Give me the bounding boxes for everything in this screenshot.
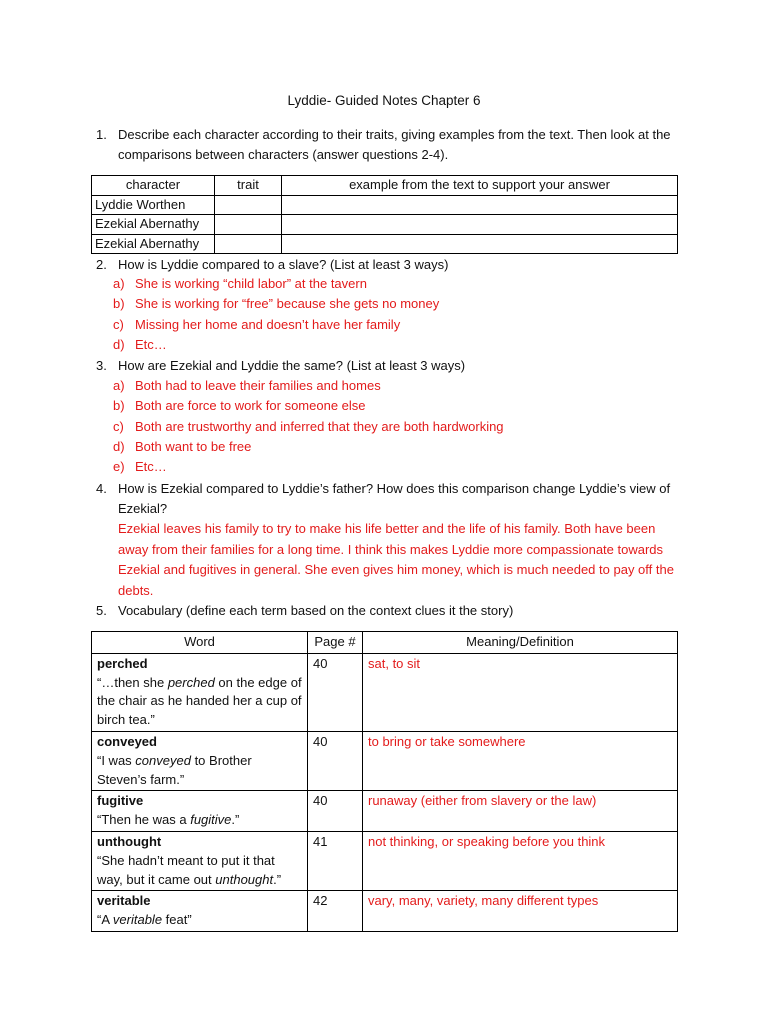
answer-letter: d) xyxy=(113,438,125,454)
answer-letter: a) xyxy=(113,378,125,393)
trait-cell xyxy=(215,195,282,215)
answer-paragraph-4: Ezekial leaves his family to try to make his life better and the life of his family. Both have been away from their families for a long time. I think this makes Lyddie more compassionate towards Ezekial and fugitives in general. She even gives him money, which is much needed to pay off the debts. xyxy=(118,521,674,598)
vocab-word: conveyed xyxy=(97,733,157,749)
question-text: Describe each character according to their traits, giving examples from the text. Then look at the comparisons between characters (answer questions 2-4). xyxy=(118,127,671,162)
quote-emphasis: fugitive xyxy=(190,812,232,828)
header-page: Page # xyxy=(308,632,363,654)
page-cell: 40 xyxy=(308,791,363,832)
answer-text: She is working “child labor” at the tavern xyxy=(135,276,367,291)
vocab-quote xyxy=(97,674,302,730)
vocab-word: perched xyxy=(97,655,148,671)
page-cell: 42 xyxy=(308,891,363,932)
answer-letter: b) xyxy=(113,398,125,414)
answer-letter: c) xyxy=(113,316,124,332)
list-item xyxy=(113,335,683,355)
quote-emphasis: veritable xyxy=(112,912,163,928)
vocab-word: veritable xyxy=(97,893,151,909)
list-item xyxy=(113,417,683,437)
page-cell: 40 xyxy=(308,653,363,731)
answer-letter: d) xyxy=(113,336,125,352)
question-text: Vocabulary (define each term based on the context clues it the story) xyxy=(118,603,514,618)
trait-cell xyxy=(215,215,282,235)
question-number: 4. xyxy=(96,481,107,496)
table-row xyxy=(92,653,678,731)
answer-letter: e) xyxy=(113,459,125,475)
quote-emphasis: perched xyxy=(167,674,215,690)
table-row xyxy=(92,791,678,832)
question-text: How is Ezekial compared to Lyddie’s father? How does this comparison change Lyddie’s view of Ezekial? xyxy=(118,481,671,516)
table-row xyxy=(92,731,678,790)
header-character: character xyxy=(92,176,215,196)
quote-emphasis: conveyed xyxy=(135,752,191,768)
vocabulary-table xyxy=(91,631,678,932)
vocab-quote xyxy=(97,811,302,830)
vocab-quote xyxy=(97,852,302,890)
answer-text: She is working for “free” because she gets no money xyxy=(135,296,440,312)
quote-text: “…then she xyxy=(97,674,168,690)
quote-text: on the edge of the chair as he handed her a cup of birch tea.” xyxy=(97,674,302,728)
answer-text: Etc… xyxy=(135,336,167,352)
quote-text: to Brother Steven’s farm.” xyxy=(97,752,252,787)
word-cell xyxy=(92,831,308,890)
header-word: Word xyxy=(92,632,308,654)
character-name: Ezekial Abernathy xyxy=(92,215,215,235)
quote-text: .” xyxy=(273,871,282,887)
question-number: 2. xyxy=(96,257,107,272)
list-item xyxy=(113,274,683,294)
answer-letter: b) xyxy=(113,296,125,312)
vocab-quote xyxy=(97,911,302,930)
table-row xyxy=(92,831,678,890)
header-meaning: Meaning/Definition xyxy=(363,632,678,654)
answer-text: Both want to be free xyxy=(135,438,252,454)
example-cell xyxy=(282,215,678,235)
answer-text: Etc… xyxy=(135,459,167,475)
list-item xyxy=(113,315,683,335)
question-3 xyxy=(96,356,686,376)
question-4 xyxy=(96,479,686,519)
question-5 xyxy=(96,601,686,621)
question-number: 3. xyxy=(96,358,107,373)
question-1 xyxy=(96,125,686,167)
question-number: 5. xyxy=(96,603,107,618)
answer-letter: a) xyxy=(113,276,125,291)
header-example: example from the text to support your answer xyxy=(282,176,678,196)
example-cell xyxy=(282,234,678,254)
definition-cell: sat, to sit xyxy=(363,653,678,731)
question-number: 1. xyxy=(96,127,107,142)
character-name: Lyddie Worthen xyxy=(92,195,215,215)
answer-text: Both are force to work for someone else xyxy=(135,398,366,414)
header-trait: trait xyxy=(215,176,282,196)
list-item xyxy=(113,294,683,314)
page-cell: 40 xyxy=(308,731,363,790)
word-cell xyxy=(92,731,308,790)
table-row xyxy=(92,195,678,215)
page-cell: 41 xyxy=(308,831,363,890)
quote-text: feat” xyxy=(162,912,192,928)
definition-cell: not thinking, or speaking before you think xyxy=(363,831,678,890)
answer-letter: c) xyxy=(113,418,124,434)
answer-text: Both are trustworthy and inferred that they are both hardworking xyxy=(135,418,504,434)
definition-cell: to bring or take somewhere xyxy=(363,731,678,790)
table-header-row xyxy=(92,632,678,654)
vocab-word: fugitive xyxy=(97,793,144,809)
table-row xyxy=(92,215,678,235)
table-row xyxy=(92,234,678,254)
trait-cell xyxy=(215,234,282,254)
list-item xyxy=(113,396,683,416)
word-cell xyxy=(92,653,308,731)
question-text: How is Lyddie compared to a slave? (List at least 3 ways) xyxy=(118,257,449,272)
character-name: Ezekial Abernathy xyxy=(92,234,215,254)
quote-text: “Then he was a xyxy=(97,812,191,828)
answer-list-2 xyxy=(113,274,683,355)
quote-text: .” xyxy=(231,812,240,828)
vocab-word: unthought xyxy=(97,833,162,849)
list-item xyxy=(113,437,683,457)
vocab-quote xyxy=(97,752,302,790)
question-text: How are Ezekial and Lyddie the same? (List at least 3 ways) xyxy=(118,358,466,373)
quote-text: “I was xyxy=(97,752,136,768)
table-header-row xyxy=(92,176,678,196)
word-cell xyxy=(92,791,308,832)
definition-cell: runaway (either from slavery or the law) xyxy=(363,791,678,832)
character-table xyxy=(91,175,678,254)
quote-text: “A xyxy=(97,912,113,928)
answer-text: Both had to leave their families and homes xyxy=(135,378,381,393)
answer-text: Missing her home and doesn’t have her family xyxy=(135,316,401,332)
table-row xyxy=(92,891,678,932)
definition-cell: vary, many, variety, many different types xyxy=(363,891,678,932)
page-title: Lyddie- Guided Notes Chapter 6 xyxy=(287,93,481,108)
list-item xyxy=(113,457,683,477)
quote-text: “She hadn’t meant to put it that way, but it came out xyxy=(97,852,275,887)
word-cell xyxy=(92,891,308,932)
list-item xyxy=(113,376,683,396)
quote-emphasis: unthought xyxy=(215,871,274,887)
example-cell xyxy=(282,195,678,215)
question-2 xyxy=(96,255,686,275)
answer-list-3 xyxy=(113,376,683,477)
